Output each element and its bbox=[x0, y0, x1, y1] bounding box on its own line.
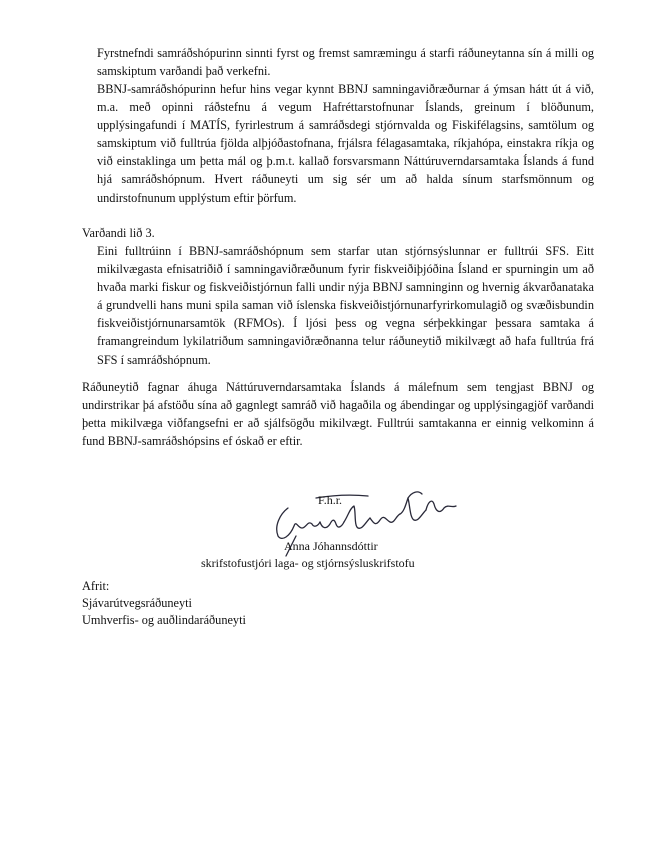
copies-label: Afrit: bbox=[82, 579, 110, 593]
paragraph-closing: Ráðuneytið fagnar áhuga Náttúruverndarsamtaka Íslands á málefnum sem tengjast BBNJ og undirstrikar þá afstöðu sína að gagnlegt samráð við hagaðila og ábendingar og upplýsingagjöf varðandi þetta mikilvæga viðfangsefni er að sjálfsögðu mikilvægt. Fulltrúi samtakanna er einnig velkominn á fund BBNJ-samráðshópsins ef óskað er eftir. bbox=[82, 380, 594, 449]
copies-section bbox=[82, 578, 246, 629]
copy-recipient: Sjávarútvegsráðuneyti bbox=[82, 596, 192, 610]
paragraph-coordination: Fyrstnefndi samráðshópurinn sinnti fyrst og fremst samræmingu á starfi ráðuneytanna sín á milli og samskiptum varðandi það verkefni. bbox=[97, 46, 594, 79]
section-heading-item-3: Varðandi lið 3. bbox=[82, 226, 155, 240]
paragraph-sfs-representative: Eini fulltrúinn í BBNJ-samráðshópnum sem starfar utan stjórnsýslunnar er fulltrúi SFS. Eitt mikilvægasta efnisatriðið í samningaviðræðunum fyrir fiskveiðiþjóðina Ísland er spurningin um að hvaða marki fiskur og fiskveiðistjórnun falli undir nýja BBNJ samninginn og hvernig ákvarðanataka á grundvelli hans muni spila saman við íslenska fiskveiðistjórnunarfyrirkomulagið og svæðisbundin fiskveiðistjórnunarsamtök (RFMOs). Í ljósi þess og vegna sérþekkingar þessara samtaka á framangreindum lykilatriðum samningaviðræðnanna telur ráðuneytið mikilvægt að hafa fulltrúa frá SFS í samráðshópnum. bbox=[97, 244, 594, 367]
paragraph-outreach: BBNJ-samráðshópurinn hefur hins vegar kynnt BBNJ samningaviðræðurnar á ýmsan hátt út á við, m.a. með opinni ráðstefnu á vegum Hafréttarstofnunar Íslands, greinum í blöðunum, upplýsingafundi í MATÍS, fyrirlestrum á samráðsdegi stjórnvalda og Fiskifélagsins, samtölum og samskiptum við fulltrúa fjölda alþjóðastofnana, frjálsra félagasamtaka, ríkjahópa, einstakra ríkja og við einstaklinga um þetta mál og þ.m.t. kallað forsvarsmann Náttúruverndarsamtaka Íslands á fund hjá samráðshópnum. Hvert ráðuneyti um sig sér um að halda sínum starfsmönnum og undirstofnunum upplýstum eftir þörfum. bbox=[97, 82, 594, 205]
signatory-name: Anna Jóhannsdóttir bbox=[284, 539, 378, 553]
on-behalf-of-label: F.h.r. bbox=[318, 493, 343, 507]
copy-recipient: Umhverfis- og auðlindaráðuneyti bbox=[82, 613, 246, 627]
signatory-title: skrifstofustjóri laga- og stjórnsýsluskrifstofu bbox=[201, 556, 415, 570]
